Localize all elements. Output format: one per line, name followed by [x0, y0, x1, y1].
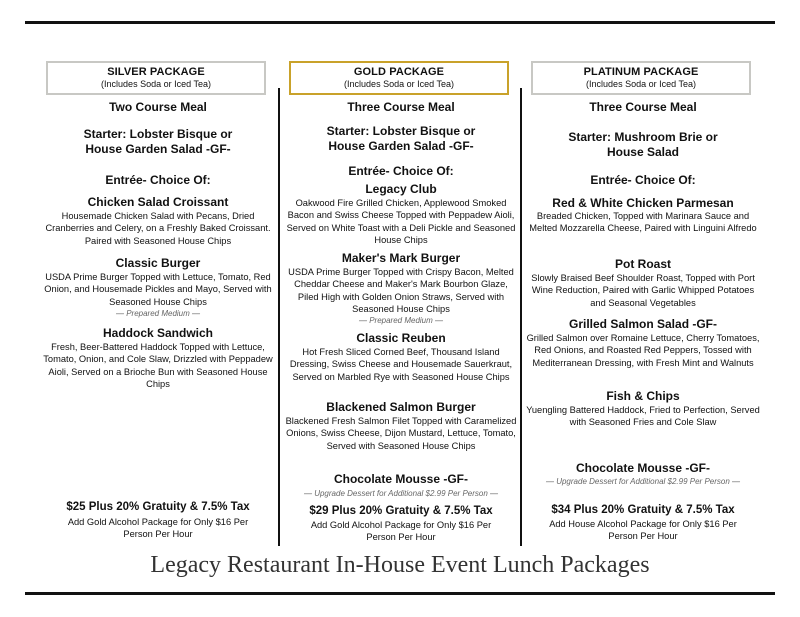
course-count: Two Course Meal: [109, 100, 207, 114]
alcohol-upgrade: Add Gold Alcohol Package for Only $16 Per Person Per Hour: [67, 517, 249, 540]
menu-item-desc: USDA Prime Burger Topped with Crispy Bacon, Melted Cheddar Cheese and Maker's Mark Bourbon Glaze, Piled High with Golden Onion Straws, Served with Seasoned House Chips: [288, 267, 514, 315]
menu-item-desc: Slowly Braised Beef Shoulder Roast, Topped with Port Wine Reduction, Paired with Garlic Whipped Potatoes and Seasonal Vegetables: [531, 273, 755, 308]
platinum-package-column: [525, 0, 761, 617]
dessert-upgrade-note: — Upgrade Dessert for Additional $2.99 Per Person —: [303, 489, 499, 498]
dessert: Chocolate Mousse -GF-: [333, 472, 468, 486]
menu-item-name: Haddock Sandwich: [102, 326, 214, 340]
menu-item-desc: Grilled Salmon over Romaine Lettuce, Cherry Tomatoes, Red Onions, and Roasted Red Peppers, Tossed with Mediterranean Dressing, with Fresh Mint and Walnuts: [526, 333, 760, 368]
package-name: SILVER PACKAGE: [107, 66, 205, 78]
dessert: Chocolate Mousse -GF-: [575, 461, 710, 475]
package-includes: (Includes Soda or Iced Tea): [344, 79, 454, 89]
menu-item-name: Classic Burger: [115, 256, 201, 270]
package-name: PLATINUM PACKAGE: [583, 66, 699, 78]
starter: Starter: Mushroom Brie or House Salad: [568, 130, 718, 159]
menu-item-name: Blackened Salmon Burger: [326, 400, 476, 414]
menu-item-desc: Oakwood Fire Grilled Chicken, Applewood Smoked Bacon and Swiss Cheese Topped with Peppadew Aioli, Served on White Toast with a Deli Pickle and Seasoned House Chips: [286, 198, 516, 246]
package-includes: (Includes Soda or Iced Tea): [586, 79, 696, 89]
menu-item-name: Red & White Chicken Parmesan: [552, 196, 734, 210]
menu-item-name: Pot Roast: [614, 257, 671, 271]
menu-item-desc: USDA Prime Burger Topped with Lettuce, Tomato, Red Onion, and Housemade Pickles and Mayo, Served with Seasoned House Chips: [44, 272, 272, 307]
starter: Starter: Lobster Bisque or House Garden Salad -GF-: [83, 127, 233, 156]
dessert-upgrade-note: — Upgrade Dessert for Additional $2.99 Per Person —: [545, 477, 741, 486]
entree-label: Entrée- Choice Of:: [590, 173, 696, 187]
entree-label: Entrée- Choice Of:: [348, 164, 454, 178]
gold-package-column: [283, 0, 519, 617]
menu-item-desc: Breaded Chicken, Topped with Marinara Sauce and Melted Mozzarella Cheese, Paired with Linguini Alfredo: [529, 211, 757, 234]
silver-package-column: [40, 0, 276, 617]
menu-item-desc: Fresh, Beer-Battered Haddock Topped with Lettuce, Tomato, Onion, and Cole Slaw, Drizzled with Peppadew Aioli, Served on a Brioche Bun with Seasoned House Chips: [43, 342, 273, 390]
menu-item-desc: Blackened Fresh Salmon Filet Topped with Caramelized Onions, Swiss Cheese, Dijon Mustard, Lettuce, Tomato, Served with Seasoned House Chips: [285, 416, 517, 451]
menu-item-name: Maker's Mark Burger: [341, 251, 461, 265]
price: $25 Plus 20% Gratuity & 7.5% Tax: [66, 501, 250, 513]
alcohol-upgrade: Add House Alcohol Package for Only $16 Per Person Per Hour: [549, 519, 737, 542]
menu-item-name: Grilled Salmon Salad -GF-: [568, 317, 718, 331]
course-count: Three Course Meal: [589, 100, 697, 114]
menu-item-name: Legacy Club: [365, 182, 437, 196]
alcohol-upgrade: Add Gold Alcohol Package for Only $16 Per Person Per Hour: [310, 520, 492, 543]
package-header: [46, 61, 266, 95]
price: $29 Plus 20% Gratuity & 7.5% Tax: [309, 505, 493, 517]
menu-item-desc: Housemade Chicken Salad with Pecans, Dried Cranberries and Celery, on a Freshly Baked Croissant. Paired with Seasoned House Chips: [45, 211, 271, 246]
menu-item-desc: Yuengling Battered Haddock, Fried to Perfection, Served with Seasoned Fries and Cole Slaw: [526, 405, 760, 428]
column-divider: [278, 88, 280, 546]
price: $34 Plus 20% Gratuity & 7.5% Tax: [551, 504, 735, 516]
menu-item-note: — Prepared Medium —: [115, 309, 201, 318]
package-header: [531, 61, 751, 95]
menu-item-name: Chicken Salad Croissant: [87, 195, 229, 209]
starter: Starter: Lobster Bisque or House Garden Salad -GF-: [326, 124, 476, 153]
page-title: Legacy Restaurant In-House Event Lunch Packages: [150, 552, 650, 578]
package-header: [289, 61, 509, 95]
entree-label: Entrée- Choice Of:: [105, 173, 211, 187]
package-name: GOLD PACKAGE: [353, 66, 445, 78]
course-count: Three Course Meal: [347, 100, 455, 114]
column-divider: [520, 88, 522, 546]
menu-item-desc: Hot Fresh Sliced Corned Beef, Thousand Island Dressing, Swiss Cheese and Housemade Sauerkraut, Served on Marbled Rye with Seasoned House Chips: [289, 347, 513, 382]
menu-item-name: Fish & Chips: [606, 389, 680, 403]
menu-item-name: Classic Reuben: [356, 331, 446, 345]
package-includes: (Includes Soda or Iced Tea): [101, 79, 211, 89]
menu-item-note: — Prepared Medium —: [358, 316, 444, 325]
